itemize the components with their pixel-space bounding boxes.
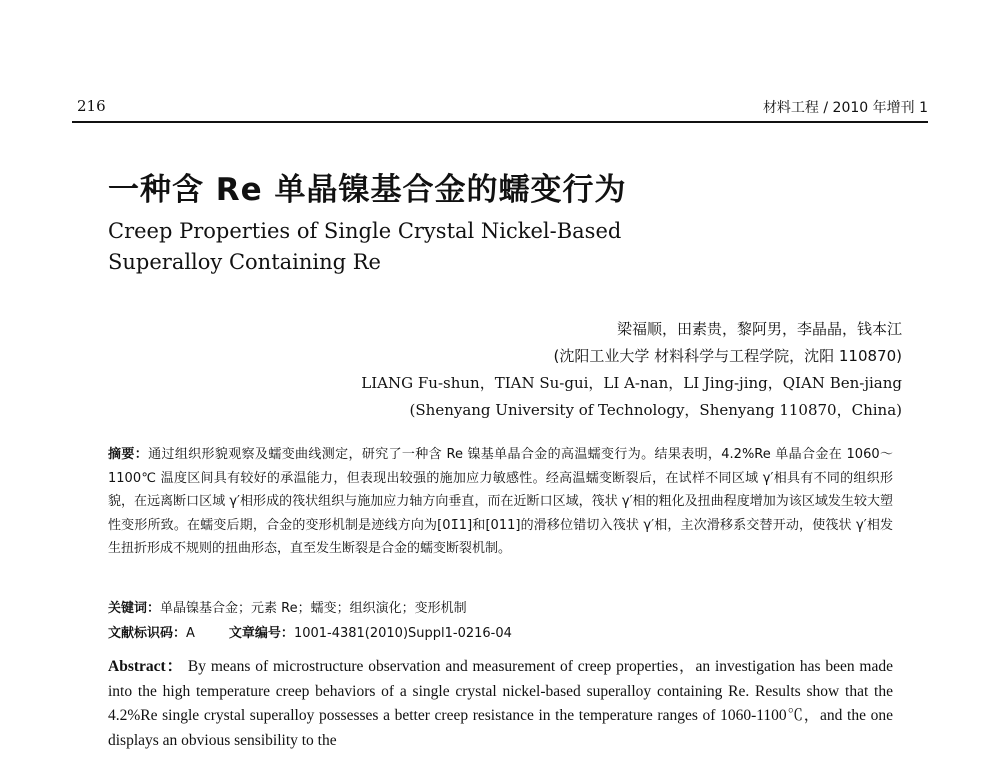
keywords-label: 关键词： xyxy=(108,601,161,616)
affiliation-chinese: (沈阳工业大学 材料科学与工程学院，沈阳 110870) xyxy=(553,347,902,365)
abstract-english-label: Abstract： xyxy=(108,658,184,675)
journal-header: 材料工程 / 2010 年增刊 1 xyxy=(762,100,928,116)
identifiers xyxy=(108,622,512,641)
keywords xyxy=(108,597,467,616)
doc-code: A xyxy=(186,626,195,641)
abstract-chinese-text: 通过组织形貌观察及蠕变曲线测定，研究了一种含 Re 镍基单晶合金的高温蠕变行为。结果表明，4.2%Re 单晶合金在 1060～1100℃ 温度区间具有较好的承温能力，但表现出较强的施加应力敏感性。经高温蠕变断裂后，在试样不同区域 γ′相具有不同的组织形貌，在远离断口区域 γ′相形成的筏状组织与施加应力轴方向垂直，而在近断口区域，筏状 γ′相的粗化及扭曲程度增加为该区域发生较大塑性变形所致。在蠕变后期，合金的变形机制是迹线方向为[01̄1]和[011]的滑移位错切入筏状 γ′相，主次滑移系交替开动，使筏状 γ′相发生扭折形成不规则的扭曲形态，直至发生断裂是合金的蠕变断裂机制。 xyxy=(108,447,893,556)
title-english-line-1: Creep Properties of Single Crystal Nickel-Based xyxy=(108,219,622,243)
title-english-line-2: Superalloy Containing Re xyxy=(108,250,381,274)
abstract-chinese-label: 摘要： xyxy=(108,447,149,462)
abstract-chinese xyxy=(108,443,893,561)
abstract-english xyxy=(108,655,893,753)
keywords-text: 单晶镍基合金；元素 Re；蠕变；组织演化；变形机制 xyxy=(160,601,467,616)
authors-english: LIANG Fu-shun，TIAN Su-gui，LI A-nan，LI Jing-jing，QIAN Ben-jiang xyxy=(361,374,902,392)
authors-chinese: 梁福顺，田素贵，黎阿男，李晶晶，钱本江 xyxy=(616,320,902,338)
header-rule xyxy=(72,121,928,123)
affiliation-english: (Shenyang University of Technology，Shenyang 110870，China) xyxy=(409,401,902,419)
article-number: 1001-4381(2010)Suppl1-0216-04 xyxy=(293,626,512,641)
doc-code-label: 文献标识码： xyxy=(108,626,187,641)
page-number: 216 xyxy=(77,97,106,115)
abstract-english-text: By means of microstructure observation and measurement of creep properties，an investigation has been made into the high temperature creep behaviors of a single crystal nickel-based superalloy containing Re. Results show that the 4.2%Re single crystal superalloy possesses a better creep resistance in the temperature ranges of 1060-1100℃，and the one displays an obvious sensibility to the xyxy=(108,658,894,749)
title-chinese: 一种含 Re 单晶镍基合金的蠕变行为 xyxy=(108,172,627,208)
title-english xyxy=(108,216,868,278)
article-number-label: 文章编号： xyxy=(228,626,294,641)
